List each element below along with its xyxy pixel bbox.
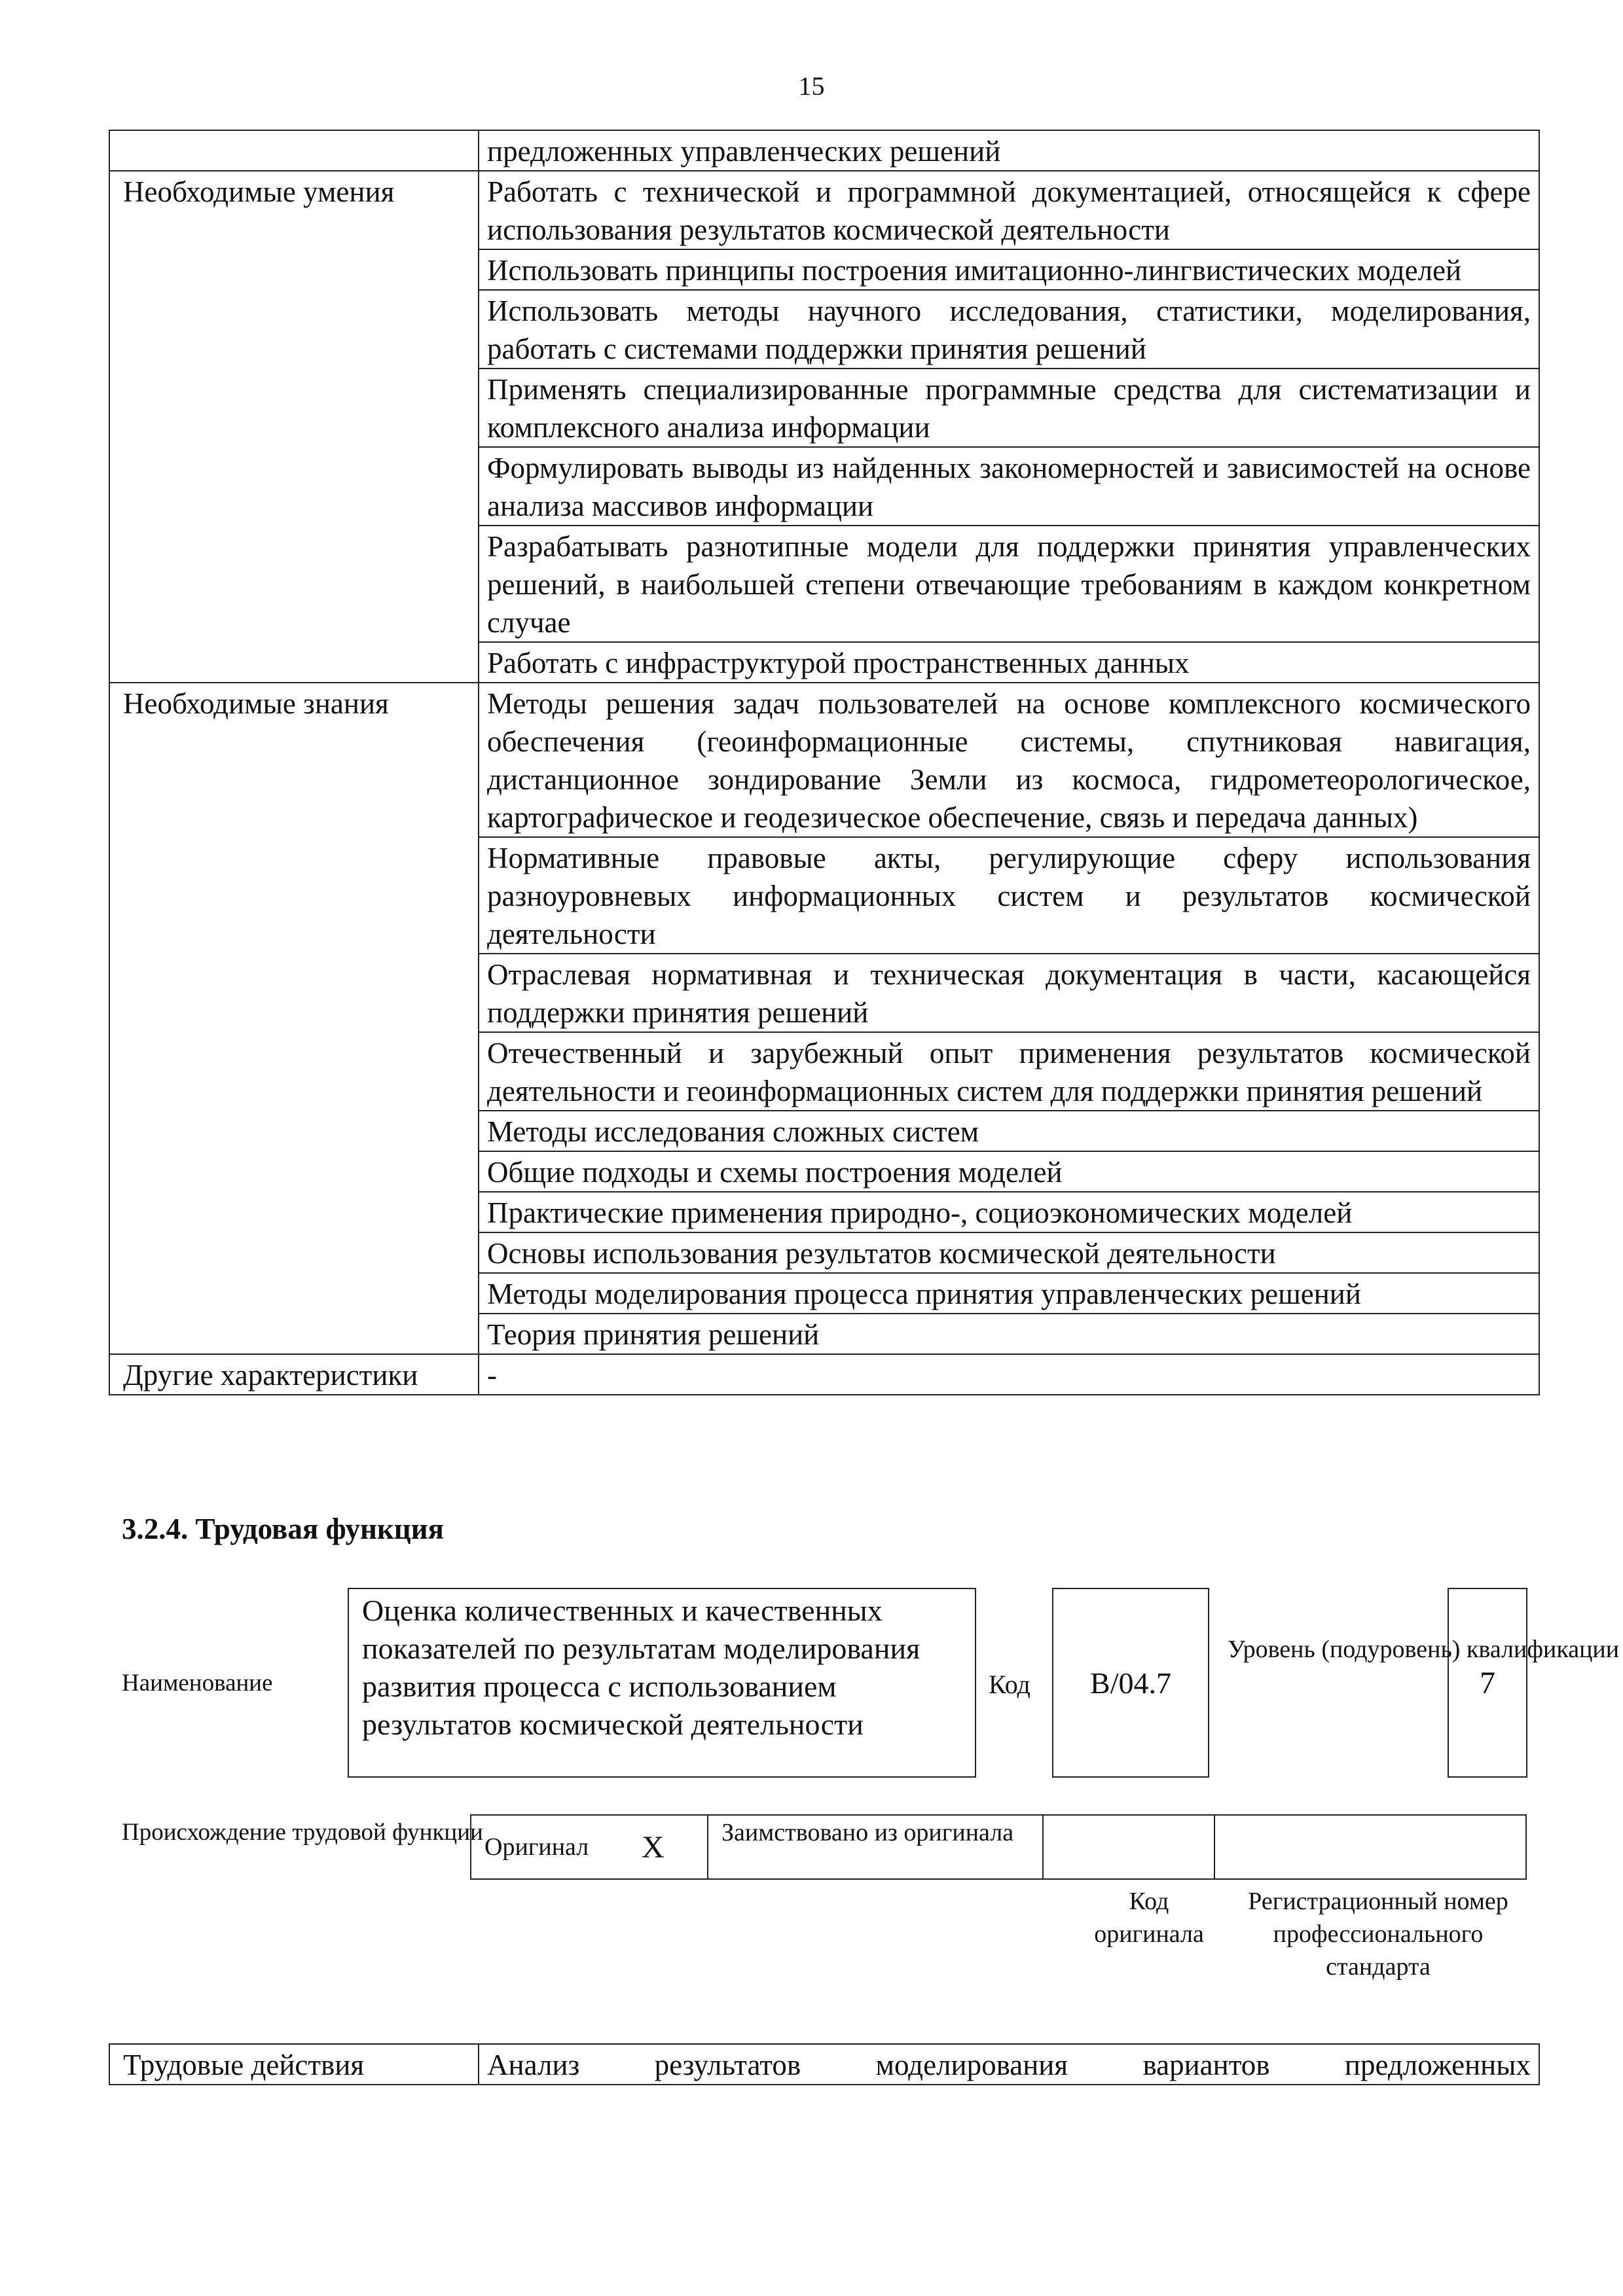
continuation-cell: предложенных управленческих решений xyxy=(479,130,1539,171)
table-row xyxy=(109,2044,1539,2085)
knowledge-item: Отраслевая нормативная и техническая документация в части, касающейся поддержки принятия решений xyxy=(479,954,1539,1032)
skill-item: Работать с технической и программной документацией, относящейся к сфере использования результатов космической деятельности xyxy=(479,171,1539,249)
skill-item: Использовать методы научного исследования, статистики, моделирования, работать с системами поддержки принятия решений xyxy=(479,290,1539,368)
skill-item: Разрабатывать разнотипные модели для поддержки принятия управленческих решений, в наибольшей степени отвечающие требованиям в каждом конкретном случае xyxy=(479,526,1539,642)
table-row xyxy=(109,130,1539,171)
table-row xyxy=(109,683,1539,837)
origin-code-cell xyxy=(1043,1815,1214,1879)
knowledge-item: Нормативные правовые акты, регулирующие сферу использования разноуровневых информационных систем и результатов космической деятельности xyxy=(479,837,1539,954)
knowledge-item: Методы исследования сложных систем xyxy=(479,1111,1539,1151)
table-row xyxy=(471,1815,1526,1879)
skill-item: Использовать принципы построения имитационно-лингвистических моделей xyxy=(479,249,1539,290)
empty-label-cell xyxy=(109,130,479,171)
knowledge-item: Отечественный и зарубежный опыт применения результатов космической деятельности и геоинформационных систем для поддержки принятия решений xyxy=(479,1032,1539,1111)
other-label: Другие характеристики xyxy=(109,1354,479,1395)
code-value: B/04.7 xyxy=(1090,1666,1171,1700)
origin-reg-caption: Регистрационный номер профессионального стандарта xyxy=(1248,1888,1508,1981)
knowledge-item: Методы моделирования процесса принятия управленческих решений xyxy=(479,1273,1539,1314)
origin-label: Происхождение трудовой функции xyxy=(122,1819,483,1846)
knowledge-item: Теория принятия решений xyxy=(479,1314,1539,1354)
actions-label: Трудовые действия xyxy=(109,2044,479,2085)
origin-reg-cell xyxy=(1214,1815,1526,1879)
skill-item: Формулировать выводы из найденных закономерностей и зависимостей на основе анализа массивов информации xyxy=(479,447,1539,526)
skill-item: Работать с инфраструктурой пространственных данных xyxy=(479,642,1539,683)
requirements-table xyxy=(109,130,1540,1395)
level-label: Уровень (подуровень) квалификации xyxy=(1228,1636,1620,1663)
original-label: Оригинал xyxy=(471,1815,629,1879)
knowledge-item: Общие подходы и схемы построения моделей xyxy=(479,1151,1539,1192)
knowledge-label: Необходимые знания xyxy=(109,683,479,1354)
section-heading: 3.2.4. Трудовая функция xyxy=(122,1513,445,1545)
original-mark: X xyxy=(629,1815,708,1879)
level-box xyxy=(1448,1588,1527,1778)
borrowed-label: Заимствовано из оригинала xyxy=(708,1815,1043,1879)
code-box xyxy=(1052,1588,1209,1778)
other-value: - xyxy=(479,1354,1539,1395)
table-row xyxy=(109,1354,1539,1395)
name-label: Наименование xyxy=(122,1670,273,1696)
knowledge-item: Основы использования результатов космической деятельности xyxy=(479,1232,1539,1273)
skills-label: Необходимые умения xyxy=(109,171,479,683)
origin-code-caption: Код оригинала xyxy=(1094,1888,1204,1948)
action-item: Анализ результатов моделирования вариантов предложенных xyxy=(479,2044,1539,2085)
knowledge-item: Методы решения задач пользователей на основе комплексного космического обеспечения (геоинформационные системы, спутниковая навигация, дистанционное зондирование Земли из космоса, гидрометеорологическое, картографическое и геодезическое обеспечение, связь и передача данных) xyxy=(479,683,1539,837)
table-row xyxy=(109,171,1539,249)
code-label: Код xyxy=(989,1670,1030,1699)
page-number: 15 xyxy=(798,71,825,101)
origin-table xyxy=(470,1814,1527,1880)
actions-table xyxy=(109,2043,1540,2085)
knowledge-item: Практические применения природно-, социоэкономических моделей xyxy=(479,1192,1539,1232)
level-value: 7 xyxy=(1480,1665,1495,1700)
skill-item: Применять специализированные программные средства для систематизации и комплексного анализа информации xyxy=(479,368,1539,447)
function-name-box: Оценка количественных и качественных показателей по результатам моделирования развития процесса с использованием результатов космической деятельности xyxy=(348,1588,976,1778)
